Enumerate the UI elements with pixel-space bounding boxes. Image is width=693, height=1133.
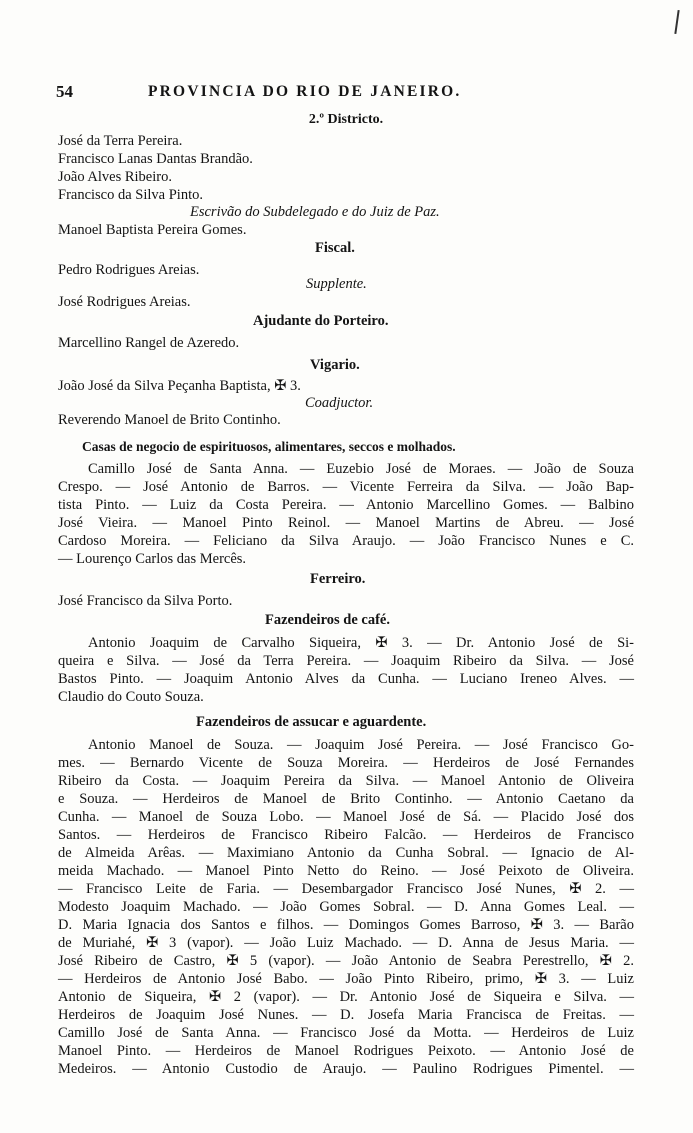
assucar-line: Manoel Pinto. — Herdeiros de Manoel Rodrigues Peixoto. — Antonio José de [58, 1043, 634, 1059]
ferreiro-heading: Ferreiro. [310, 571, 366, 587]
district-heading: 2.º Districto. [308, 112, 384, 127]
fiscal-name: Pedro Rodrigues Areias. [58, 262, 200, 278]
casas-line: tista Pinto. — Luiz da Costa Pereira. — Antonio Marcellino Gomes. — Balbino [58, 497, 634, 513]
assucar-line: Herdeiros de Joaquim José Nunes. — D. Josefa Maria Francisca de Freitas. — [58, 1007, 634, 1023]
cafe-line: Bastos Pinto. — Joaquim Antonio Alves da Cunha. — Luciano Ireneo Alves. — [58, 671, 634, 687]
assucar-line: e Souza. — Herdeiros de Manoel de Brito Continho. — Antonio Caetano da [58, 791, 634, 807]
assucar-line: Ribeiro da Costa. — Joaquim Pereira da Silva. — Manoel Antonio de Oliveira [58, 773, 634, 789]
assucar-line: Cunha. — Manoel de Souza Lobo. — Manoel José de Sá. — Placido José dos [58, 809, 634, 825]
assucar-line: — Francisco Leite de Faria. — Desembargador Francisco José Nunes, ✠ 2. — [58, 881, 634, 897]
assucar-line: mes. — Bernardo Vicente de Souza Moreira. — Herdeiros de José Fernandes [58, 755, 634, 771]
assucar-line: meida Machado. — Manoel Pinto Netto do Reino. — José Peixoto de Oliveira. [58, 863, 634, 879]
coadjuctor-label: Coadjuctor. [305, 395, 374, 411]
ajudante-heading: Ajudante do Porteiro. [253, 313, 389, 329]
running-head [56, 82, 636, 104]
assucar-line: D. Maria Ignacia dos Santos e filhos. — Domingos Gomes Barroso, ✠ 3. — Barão [58, 917, 634, 933]
assucar-line: Santos. — Herdeiros de Francisco Ribeiro Falcão. — Herdeiros de Francisco [58, 827, 634, 843]
assucar-line: de Muriahé, ✠ 3 (vapor). — João Luiz Machado. — D. Anna de Jesus Maria. — [58, 935, 634, 951]
margin-mark [674, 10, 679, 34]
page-number: 54 [56, 82, 73, 101]
district-name: Francisco da Silva Pinto. [58, 187, 203, 203]
coadjuctor-name: Reverendo Manoel de Brito Continho. [58, 412, 281, 428]
assucar-line: José Ribeiro de Castro, ✠ 5 (vapor). — João Antonio de Seabra Perestrello, ✠ 2. [58, 953, 634, 969]
vigario-heading: Vigario. [310, 357, 360, 373]
casas-line: Cardoso Moreira. — Feliciano da Silva Araujo. — João Francisco Nunes e C. [58, 533, 634, 549]
cafe-line: queira e Silva. — José da Terra Pereira. — Joaquim Ribeiro da Silva. — José [58, 653, 634, 669]
assucar-line: Camillo José de Santa Anna. — Francisco José da Motta. — Herdeiros de Luiz [58, 1025, 634, 1041]
district-name: José da Terra Pereira. [58, 133, 183, 149]
cafe-line: Antonio Joaquim de Carvalho Siqueira, ✠ 3. — Dr. Antonio José de Si- [88, 635, 634, 651]
ajudante-name: Marcellino Rangel de Azeredo. [58, 335, 240, 351]
fiscal-heading: Fiscal. [315, 240, 355, 256]
vigario-name: João José da Silva Peçanha Baptista, ✠ 3. [58, 378, 301, 394]
casas-line: — Lourenço Carlos das Mercês. [58, 551, 247, 567]
page-title: PROVINCIA DO RIO DE JANEIRO. [148, 83, 462, 100]
assucar-heading: Fazendeiros de assucar e aguardente. [196, 714, 427, 730]
supplente-label: Supplente. [306, 276, 367, 292]
assucar-line: Antonio Manoel de Souza. — Joaquim José Pereira. — José Francisco Go- [88, 737, 634, 753]
assucar-line: Antonio de Siqueira, ✠ 2 (vapor). — Dr. Antonio José de Siqueira e Silva. — [58, 989, 634, 1005]
district-name: Francisco Lanas Dantas Brandão. [58, 151, 253, 167]
escrivao-name: Manoel Baptista Pereira Gomes. [58, 222, 247, 238]
escrivao-label: Escrivão do Subdelegado e do Juiz de Paz. [190, 204, 440, 220]
casas-line: Camillo José de Santa Anna. — Euzebio José de Moraes. — João de Souza [88, 461, 634, 477]
casas-heading: Casas de negocio de espirituosos, alimentares, seccos e molhados. [82, 439, 456, 454]
casas-line: José Vieira. — Manoel Pinto Reinol. — Manoel Martins de Abreu. — José [58, 515, 634, 531]
ferreiro-name: José Francisco da Silva Porto. [58, 593, 233, 609]
district-name: João Alves Ribeiro. [58, 169, 172, 185]
assucar-line: de Almeida Arêas. — Maximiano Antonio da Cunha Sobral. — Ignacio de Al- [58, 845, 634, 861]
cafe-heading: Fazendeiros de café. [265, 612, 390, 628]
supplente-name: José Rodrigues Areias. [58, 294, 191, 310]
assucar-line: Medeiros. — Antonio Custodio de Araujo. — Paulino Rodrigues Pimentel. — [58, 1061, 634, 1077]
assucar-line: Modesto Joaquim Machado. — João Gomes Sobral. — D. Anna Gomes Leal. — [58, 899, 634, 915]
assucar-line: — Herdeiros de Antonio José Babo. — João Pinto Ribeiro, primo, ✠ 3. — Luiz [58, 971, 634, 987]
cafe-line: Claudio do Couto Souza. [58, 689, 204, 705]
casas-line: Crespo. — José Antonio de Barros. — Vicente Ferreira da Silva. — João Bap- [58, 479, 634, 495]
